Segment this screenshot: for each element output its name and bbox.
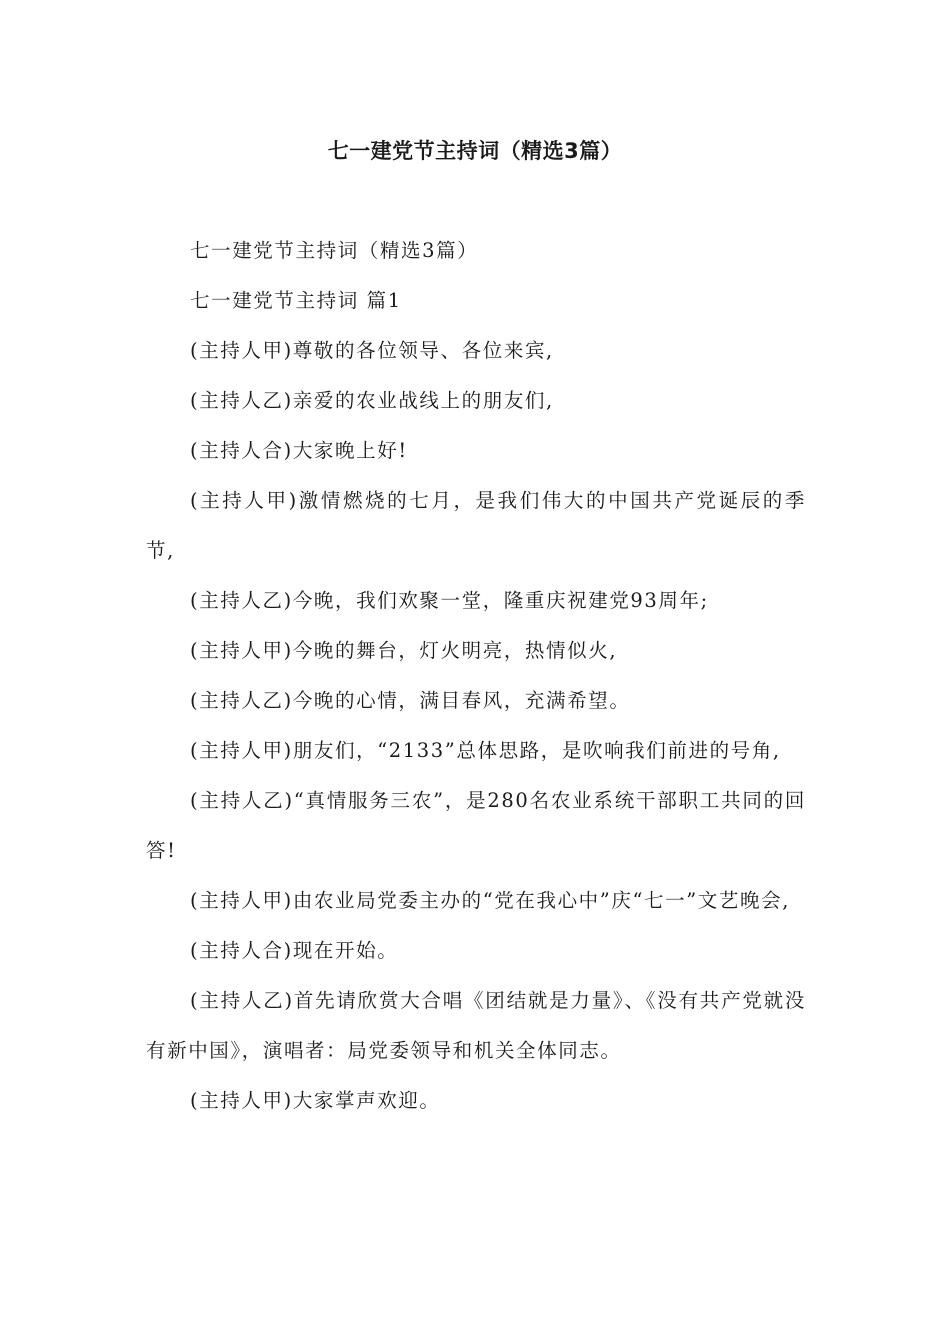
paragraph: (主持人合)现在开始。 xyxy=(190,939,399,962)
paragraph: (主持人甲)朋友们，“2133”总体思路，是吹响我们前进的号角, xyxy=(190,739,781,762)
paragraph: 七一建党节主持词（精选3篇） xyxy=(190,239,479,262)
document-body xyxy=(146,226,806,1126)
paragraph: (主持人甲)由农业局党委主办的“党在我心中”庆“七一”文艺晚会, xyxy=(190,889,790,912)
paragraph: (主持人乙)今晚，我们欢聚一堂，隆重庆祝建党93周年; xyxy=(190,589,709,612)
paragraph: (主持人乙)今晚的心情，满目春风，充满希望。 xyxy=(190,689,631,712)
paragraph: (主持人乙)首先请欣赏大合唱《团结就是力量》、《没有共产党就没有新中国》，演唱者：局党委领导和机关全体同志。 xyxy=(146,989,806,1062)
paragraph: (主持人甲)激情燃烧的七月，是我们伟大的中国共产党诞辰的季节, xyxy=(146,489,806,562)
paragraph: (主持人乙)亲爱的农业战线上的朋友们, xyxy=(190,389,554,412)
paragraph: 七一建党节主持词 篇1 xyxy=(190,289,402,312)
paragraph: (主持人甲)大家掌声欢迎。 xyxy=(190,1089,441,1112)
document-title: 七一建党节主持词（精选3篇） xyxy=(327,139,623,163)
paragraph: (主持人甲)今晚的舞台，灯火明亮，热情似火, xyxy=(190,639,618,662)
paragraph: (主持人甲)尊敬的各位领导、各位来宾, xyxy=(190,339,554,362)
paragraph: (主持人乙)“真情服务三农”，是280名农业系统干部职工共同的回答! xyxy=(146,789,806,862)
paragraph: (主持人合)大家晚上好! xyxy=(190,439,408,462)
